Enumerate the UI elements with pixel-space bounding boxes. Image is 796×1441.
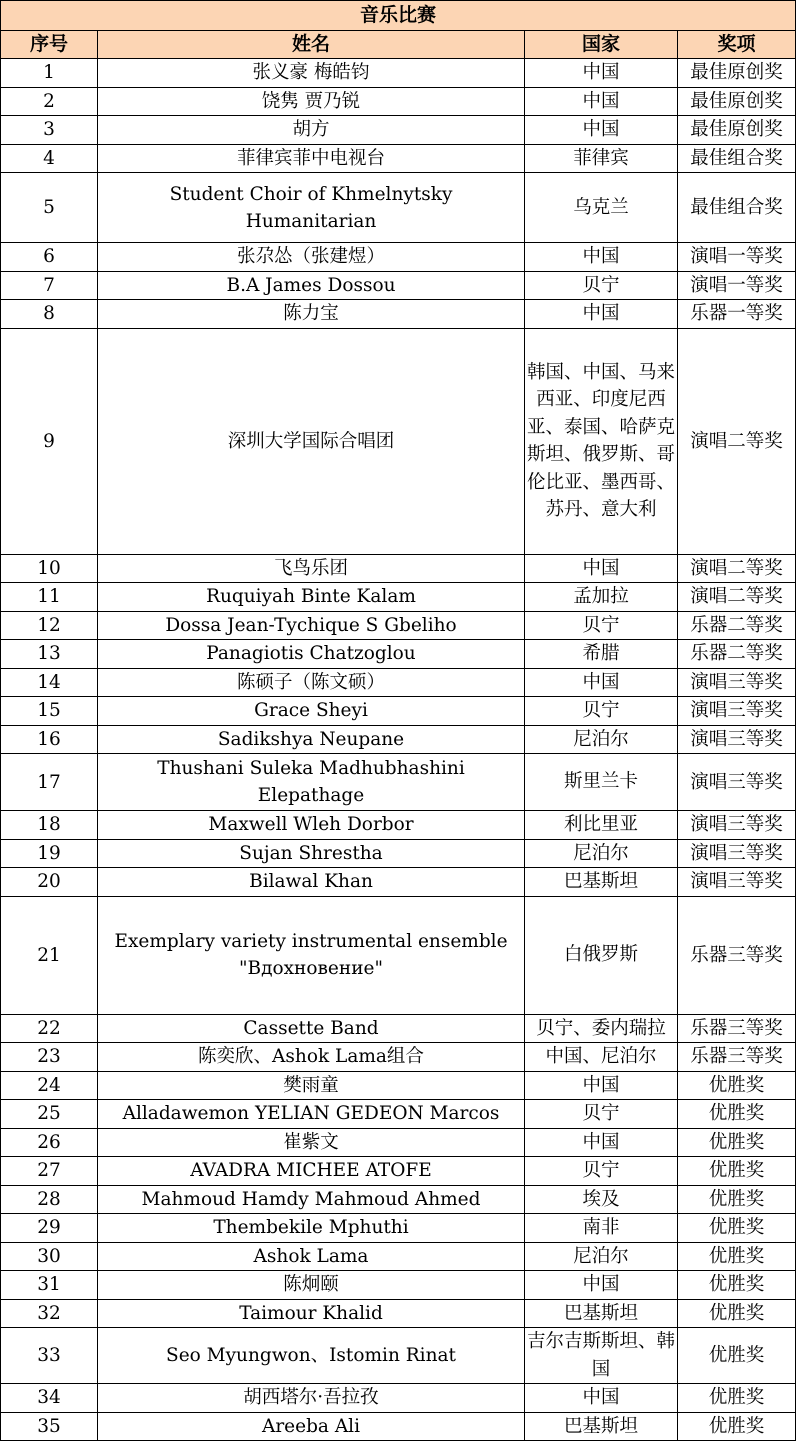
cell-country: 巴基斯坦 [525,1299,678,1328]
table-row [1,144,796,173]
cell-award: 乐器二等奖 [678,611,796,640]
cell-award: 优胜奖 [678,1299,796,1328]
table-row [1,300,796,329]
table-row [1,611,796,640]
table-row [1,1014,796,1043]
table-row [1,1071,796,1100]
cell-name: Cassette Band [98,1014,525,1043]
cell-country: 中国 [525,87,678,116]
cell-name: 饶隽 贾乃锐 [98,87,525,116]
cell-no: 31 [1,1271,98,1300]
table-row [1,697,796,726]
cell-name: Areeba Ali [98,1412,525,1441]
table-row [1,554,796,583]
cell-country: 中国 [525,243,678,272]
cell-no: 35 [1,1412,98,1441]
cell-award: 演唱二等奖 [678,583,796,612]
cell-country: 中国 [525,1271,678,1300]
table-row [1,271,796,300]
cell-no: 30 [1,1242,98,1271]
cell-award: 演唱二等奖 [678,328,796,554]
cell-award: 最佳原创奖 [678,87,796,116]
table-row [1,1043,796,1072]
cell-no: 8 [1,300,98,329]
table-row [1,811,796,840]
cell-award: 优胜奖 [678,1384,796,1413]
cell-no: 13 [1,640,98,669]
table-row [1,868,796,897]
cell-award: 优胜奖 [678,1128,796,1157]
cell-country: 斯里兰卡 [525,754,678,811]
cell-name: Sadikshya Neupane [98,725,525,754]
cell-no: 32 [1,1299,98,1328]
cell-name: Bilawal Khan [98,868,525,897]
cell-country: 中国 [525,116,678,145]
cell-award: 乐器三等奖 [678,1014,796,1043]
table-row [1,668,796,697]
cell-award: 演唱一等奖 [678,271,796,300]
cell-name: 胡方 [98,116,525,145]
cell-no: 20 [1,868,98,897]
cell-award: 最佳原创奖 [678,59,796,88]
table-row [1,896,796,1014]
cell-country: 贝宁、委内瑞拉 [525,1014,678,1043]
table-row [1,1328,796,1384]
header-award: 奖项 [678,31,796,59]
cell-name: 菲律宾菲中电视台 [98,144,525,173]
table-row [1,1242,796,1271]
cell-name: Exemplary variety instrumental ensemble "Вдохновение" [98,896,525,1014]
table-title: 音乐比赛 [1,1,796,31]
cell-award: 优胜奖 [678,1412,796,1441]
header-country: 国家 [525,31,678,59]
cell-country: 贝宁 [525,1100,678,1129]
cell-no: 6 [1,243,98,272]
cell-award: 优胜奖 [678,1271,796,1300]
cell-no: 33 [1,1328,98,1384]
cell-no: 12 [1,611,98,640]
table-body [1,59,796,1441]
cell-award: 优胜奖 [678,1214,796,1243]
cell-award: 优胜奖 [678,1100,796,1129]
cell-name: Seo Myungwon、Istomin Rinat [98,1328,525,1384]
table-row [1,583,796,612]
cell-name: Alladawemon YELIAN GEDEON Marcos [98,1100,525,1129]
cell-country: 贝宁 [525,1157,678,1186]
cell-country: 中国 [525,1384,678,1413]
cell-country: 南非 [525,1214,678,1243]
cell-name: 飞鸟乐团 [98,554,525,583]
cell-no: 4 [1,144,98,173]
table-row [1,1384,796,1413]
cell-country: 菲律宾 [525,144,678,173]
cell-name: Student Choir of Khmelnytsky Humanitarian [98,173,525,243]
cell-no: 16 [1,725,98,754]
table-row [1,839,796,868]
cell-name: Thushani Suleka Madhubhashini Elepathage [98,754,525,811]
cell-country: 中国 [525,668,678,697]
cell-country: 利比里亚 [525,811,678,840]
table-row [1,640,796,669]
cell-country: 埃及 [525,1185,678,1214]
cell-no: 26 [1,1128,98,1157]
cell-name: Taimour Khalid [98,1299,525,1328]
cell-no: 5 [1,173,98,243]
cell-award: 演唱三等奖 [678,754,796,811]
cell-award: 优胜奖 [678,1328,796,1384]
table-row [1,1299,796,1328]
table-row [1,328,796,554]
cell-name: Thembekile Mphuthi [98,1214,525,1243]
cell-no: 14 [1,668,98,697]
cell-award: 演唱一等奖 [678,243,796,272]
cell-award: 最佳原创奖 [678,116,796,145]
cell-no: 3 [1,116,98,145]
cell-country: 中国 [525,300,678,329]
cell-name: 深圳大学国际合唱团 [98,328,525,554]
table-row [1,1271,796,1300]
table-row [1,725,796,754]
cell-name: 陈硕子（陈文硕） [98,668,525,697]
cell-country: 中国 [525,1071,678,1100]
cell-name: 张义豪 梅皓钧 [98,59,525,88]
cell-country: 吉尔吉斯斯坦、韩国 [525,1328,678,1384]
cell-award: 优胜奖 [678,1242,796,1271]
cell-no: 18 [1,811,98,840]
cell-country: 孟加拉 [525,583,678,612]
cell-no: 9 [1,328,98,554]
table-row [1,1100,796,1129]
cell-name: Dossa Jean-Tychique S Gbeliho [98,611,525,640]
cell-name: Sujan Shrestha [98,839,525,868]
cell-country: 中国 [525,59,678,88]
cell-country: 中国 [525,554,678,583]
cell-no: 1 [1,59,98,88]
cell-name: 陈炯颐 [98,1271,525,1300]
cell-name: Mahmoud Hamdy Mahmoud Ahmed [98,1185,525,1214]
cell-name: 胡西塔尔·吾拉孜 [98,1384,525,1413]
table-row [1,59,796,88]
cell-country: 尼泊尔 [525,839,678,868]
cell-award: 演唱二等奖 [678,554,796,583]
cell-name: AVADRA MICHEE ATOFE [98,1157,525,1186]
cell-no: 23 [1,1043,98,1072]
cell-name: Panagiotis Chatzoglou [98,640,525,669]
cell-award: 演唱三等奖 [678,668,796,697]
cell-no: 22 [1,1014,98,1043]
cell-no: 25 [1,1100,98,1129]
cell-no: 10 [1,554,98,583]
cell-country: 贝宁 [525,697,678,726]
cell-no: 11 [1,583,98,612]
cell-award: 最佳组合奖 [678,144,796,173]
cell-award: 优胜奖 [678,1071,796,1100]
cell-name: Grace Sheyi [98,697,525,726]
cell-name: 陈奕欣、Ashok Lama组合 [98,1043,525,1072]
cell-award: 优胜奖 [678,1185,796,1214]
cell-award: 优胜奖 [678,1157,796,1186]
cell-country: 贝宁 [525,611,678,640]
table-row [1,754,796,811]
cell-country: 尼泊尔 [525,1242,678,1271]
cell-country: 希腊 [525,640,678,669]
cell-country: 中国、尼泊尔 [525,1043,678,1072]
table-row [1,116,796,145]
cell-country: 韩国、中国、马来西亚、印度尼西亚、泰国、哈萨克斯坦、俄罗斯、哥伦比亚、墨西哥、苏丹、意大利 [525,328,678,554]
cell-country: 巴基斯坦 [525,868,678,897]
cell-name: B.A James Dossou [98,271,525,300]
cell-award: 演唱三等奖 [678,839,796,868]
header-name: 姓名 [98,31,525,59]
cell-no: 19 [1,839,98,868]
cell-no: 28 [1,1185,98,1214]
cell-name: 崔紫文 [98,1128,525,1157]
cell-no: 15 [1,697,98,726]
cell-no: 17 [1,754,98,811]
cell-award: 乐器二等奖 [678,640,796,669]
cell-country: 乌克兰 [525,173,678,243]
cell-no: 24 [1,1071,98,1100]
cell-no: 21 [1,896,98,1014]
cell-no: 34 [1,1384,98,1413]
table-row [1,243,796,272]
cell-name: Ruquiyah Binte Kalam [98,583,525,612]
cell-country: 贝宁 [525,271,678,300]
cell-award: 乐器三等奖 [678,896,796,1014]
cell-no: 2 [1,87,98,116]
cell-country: 巴基斯坦 [525,1412,678,1441]
cell-no: 29 [1,1214,98,1243]
table-row [1,1412,796,1441]
cell-country: 白俄罗斯 [525,896,678,1014]
cell-country: 中国 [525,1128,678,1157]
cell-award: 乐器三等奖 [678,1043,796,1072]
cell-award: 演唱三等奖 [678,725,796,754]
table-row [1,173,796,243]
table-row [1,1185,796,1214]
cell-award: 演唱三等奖 [678,811,796,840]
table-row [1,1214,796,1243]
cell-country: 尼泊尔 [525,725,678,754]
cell-award: 演唱三等奖 [678,697,796,726]
cell-name: Ashok Lama [98,1242,525,1271]
cell-award: 乐器一等奖 [678,300,796,329]
table-row [1,1128,796,1157]
table-row [1,1157,796,1186]
cell-no: 27 [1,1157,98,1186]
cell-name: 陈力宝 [98,300,525,329]
cell-name: 张尕怂（张建煜） [98,243,525,272]
header-no: 序号 [1,31,98,59]
cell-award: 最佳组合奖 [678,173,796,243]
cell-name: Maxwell Wleh Dorbor [98,811,525,840]
cell-award: 演唱三等奖 [678,868,796,897]
cell-no: 7 [1,271,98,300]
table-row [1,87,796,116]
cell-name: 樊雨童 [98,1071,525,1100]
